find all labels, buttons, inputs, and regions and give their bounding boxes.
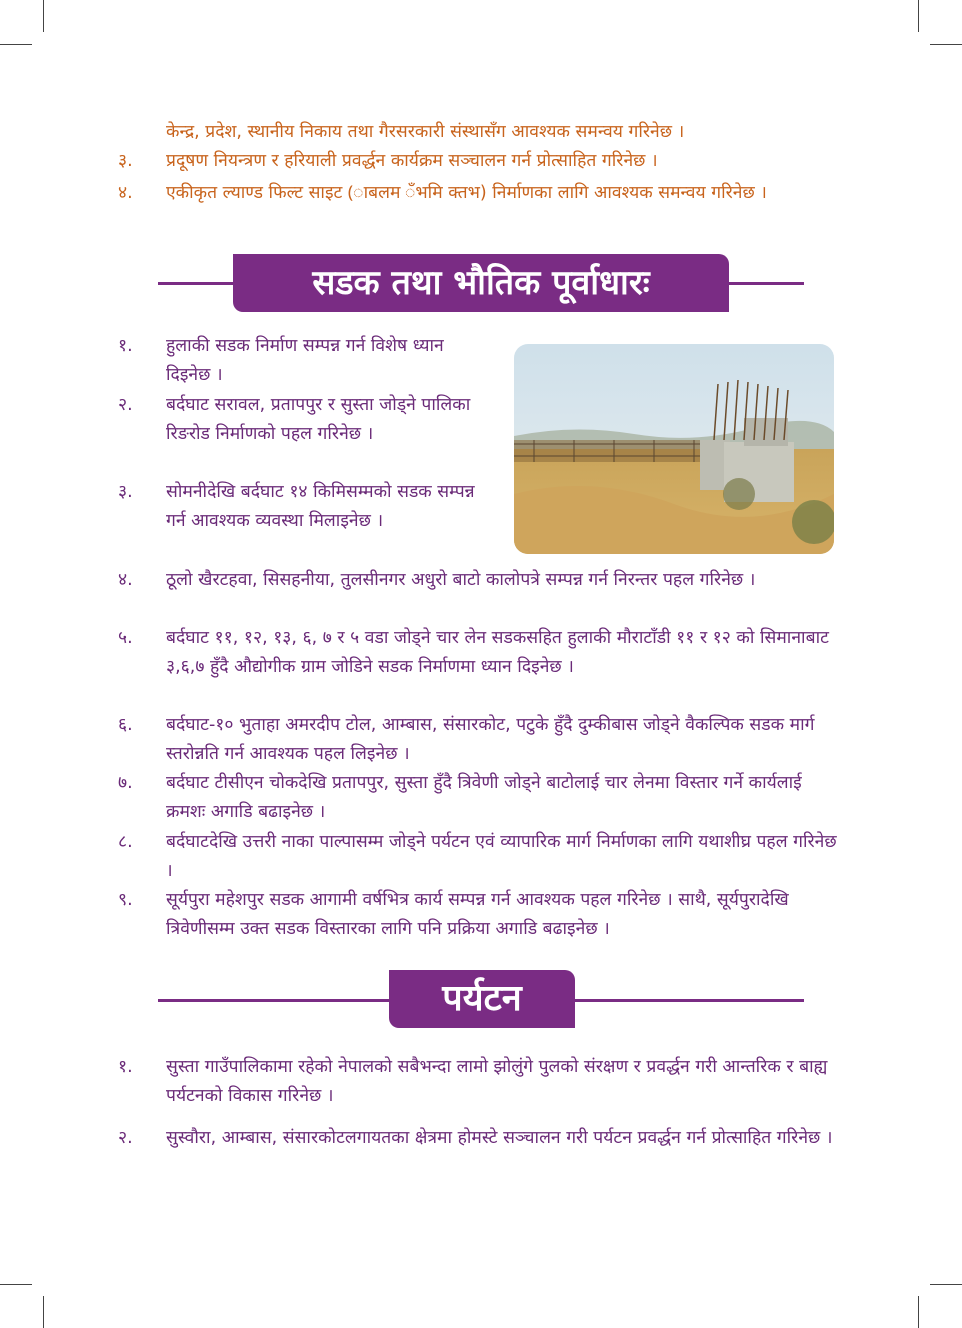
item-number: ९.	[118, 890, 133, 910]
section-heading-road	[158, 254, 804, 312]
item-number: १.	[118, 1057, 133, 1077]
crop-mark	[0, 1284, 32, 1285]
item-number: ४.	[118, 570, 133, 590]
item-text: प्रदूषण नियन्त्रण र हरियाली प्रवर्द्धन कार्यक्रम सञ्चालन गर्न प्रोत्साहित गरिनेछ ।	[166, 151, 658, 171]
crop-mark	[930, 44, 962, 45]
item-text: सूर्यपुरा महेशपुर सडक आगामी वर्षभित्र कार्य सम्पन्न गर्न आवश्यक पहल गरिनेछ । साथै, सूर्यपुरादेखि त्रिवेणीसम्म उक्त सडक विस्तारका लागि पनि प्रक्रिया अगाडि बढाइनेछ ।	[166, 890, 789, 939]
item-number: १.	[118, 336, 133, 356]
intro-text: केन्द्र, प्रदेश, स्थानीय निकाय तथा गैरसरकारी संस्थासँग आवश्यक समन्वय गरिनेछ ।	[166, 122, 685, 142]
item-number: ८.	[118, 832, 133, 852]
crop-mark	[0, 44, 32, 45]
crop-mark	[918, 0, 919, 32]
item-text: सुस्वौरा, आम्बास, संसारकोटलगायतका क्षेत्रमा होमस्टे सञ्चालन गरी पर्यटन प्रवर्द्धन गर्न प्रोत्साहित गरिनेछ ।	[166, 1128, 833, 1148]
item-number: ३.	[118, 482, 133, 502]
heading-title: पर्यटन	[389, 970, 575, 1028]
item-text: एकीकृत ल्याण्ड फिल्ट साइट (ाबलम ँभमि क्तभ) निर्माणका लागि आवश्यक समन्वय गरिनेछ ।	[166, 183, 767, 203]
item-text: बर्दघाटदेखि उत्तरी नाका पाल्पासम्म जोड्ने पर्यटन एवं व्यापारिक मार्ग निर्माणका लागि यथाशीघ्र पहल गरिनेछ ।	[166, 832, 837, 881]
item-number: २.	[118, 395, 133, 415]
item-number: २.	[118, 1128, 133, 1148]
item-number: ५.	[118, 628, 133, 648]
bridge-construction-photo	[514, 344, 834, 554]
item-text: बर्दघाट ११, १२, १३, ६, ७ र ५ वडा जोड्ने चार लेन सडकसहित हुलाकी मौराटाँडी ११ र १२ को सिमानाबाट ३,६,७ हुँदै औद्योगीक ग्राम जोडिने सडक निर्माणमा ध्यान दिइनेछ ।	[166, 628, 829, 677]
item-text: सुस्ता गाउँपालिकामा रहेको नेपालको सबैभन्दा लामो झोलुंगे पुलको संरक्षण र प्रवर्द्धन गरी आन्तरिक र बाह्य पर्यटनको विकास गरिनेछ ।	[166, 1057, 828, 1106]
item-text: हुलाकी सडक निर्माण सम्पन्न गर्न विशेष ध्यान दिइनेछ ।	[166, 336, 444, 385]
crop-mark	[930, 1284, 962, 1285]
item-number: ३.	[118, 151, 133, 171]
item-text: ठूलो खैरटहवा, सिसहनीया, तुलसीनगर अधुरो बाटो कालोपत्रे सम्पन्न गर्न निरन्तर पहल गरिनेछ ।	[166, 570, 756, 590]
heading-title: सडक तथा भौतिक पूर्वाधारः	[233, 254, 729, 312]
item-text: बर्दघाट-१० भुताहा अमरदीप टोल, आम्बास, संसारकोट, पटुके हुँदै दुम्कीबास जोड्ने वैकल्पिक सडक मार्ग स्तरोन्नति गर्न आवश्यक पहल लिइनेछ ।	[166, 715, 815, 764]
item-text: बर्दघाट टीसीएन चोकदेखि प्रतापपुर, सुस्ता हुँदै त्रिवेणी जोड्ने बाटोलाई चार लेनमा विस्तार गर्ने कार्यलाई क्रमशः अगाडि बढाइनेछ ।	[166, 773, 802, 822]
item-number: ६.	[118, 715, 133, 735]
item-number: ४.	[118, 183, 133, 203]
item-text: बर्दघाट सरावल, प्रतापपुर र सुस्ता जोड्ने पालिका रिङरोड निर्माणको पहल गरिनेछ ।	[166, 395, 471, 444]
item-number: ७.	[118, 773, 133, 793]
crop-mark	[918, 1296, 919, 1328]
section-heading-tourism	[158, 970, 804, 1028]
crop-mark	[43, 1296, 44, 1328]
item-text: सोमनीदेखि बर्दघाट १४ किमिसम्मको सडक सम्पन्न गर्न आवश्यक व्यवस्था मिलाइनेछ ।	[166, 482, 475, 531]
crop-mark	[43, 0, 44, 32]
